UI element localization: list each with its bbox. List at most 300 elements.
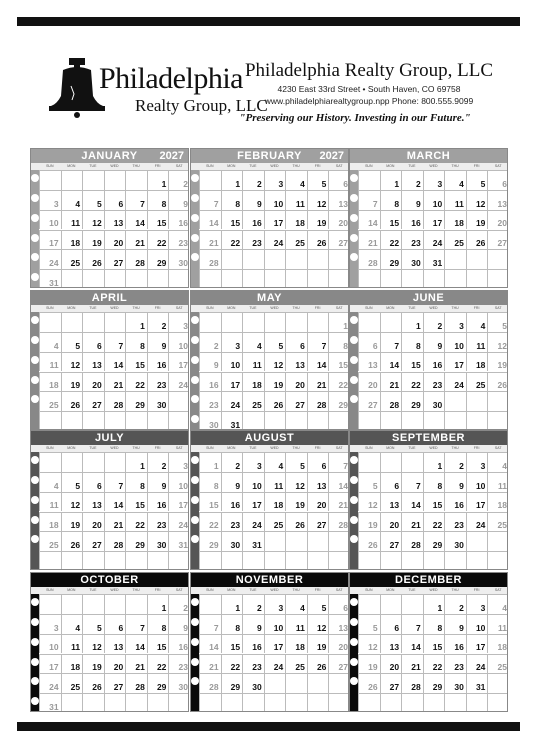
day-cell	[168, 372, 189, 392]
weekday-label: THU	[132, 588, 140, 592]
week-marker	[31, 376, 39, 384]
day-cell	[199, 372, 221, 392]
day-cell	[487, 352, 508, 372]
day-cell	[444, 673, 466, 693]
day-number: 15	[338, 360, 348, 371]
day-cell	[125, 492, 147, 512]
day-cell	[61, 614, 83, 634]
day-number: 29	[209, 540, 219, 551]
day-cell	[221, 230, 243, 250]
day-cell	[199, 210, 221, 230]
day-cell	[125, 472, 147, 492]
day-cell	[285, 654, 307, 674]
day-cell	[466, 693, 488, 712]
day-cell	[444, 614, 466, 634]
day-number: 7	[213, 622, 219, 633]
day-number: 25	[49, 400, 59, 411]
day-cell	[199, 332, 221, 352]
day-cell	[285, 269, 307, 288]
day-cell	[104, 372, 126, 392]
day-cell	[307, 654, 329, 674]
day-cell	[285, 512, 307, 532]
month-name: DECEMBER	[395, 574, 462, 586]
day-number: 24	[475, 520, 486, 531]
day-cell	[61, 391, 83, 411]
day-cell	[221, 312, 243, 332]
day-cell	[401, 654, 423, 674]
day-cell	[221, 391, 243, 411]
day-cell	[61, 594, 83, 614]
weekday-label: THU	[451, 588, 459, 592]
day-number: 3	[235, 340, 241, 351]
day-cell	[358, 190, 380, 210]
day-number: 27	[316, 520, 327, 531]
day-number: 1	[343, 320, 348, 331]
week-marker	[31, 618, 39, 626]
day-cell	[380, 170, 402, 190]
day-cell	[401, 614, 423, 634]
weekday-label: MON	[67, 164, 76, 168]
week-marker	[191, 316, 199, 324]
weekday-label: WED	[110, 164, 119, 168]
weekday-header	[31, 587, 188, 594]
day-cell	[125, 654, 147, 674]
day-cell	[380, 332, 402, 352]
day-number: 29	[156, 682, 167, 693]
day-cell	[444, 411, 466, 430]
day-number: 26	[273, 400, 284, 411]
day-number: 8	[437, 480, 443, 491]
day-cell	[199, 249, 221, 269]
week-marker	[191, 516, 199, 524]
day-number: 17	[178, 500, 188, 511]
day-cell	[221, 673, 243, 693]
day-number: 8	[343, 340, 348, 351]
day-cell	[358, 634, 380, 654]
day-number: 25	[70, 258, 81, 269]
day-cell	[466, 269, 488, 288]
day-cell	[444, 312, 466, 332]
day-cell	[199, 654, 221, 674]
day-cell	[199, 230, 221, 250]
day-number: 18	[252, 380, 262, 391]
day-number: 5	[480, 178, 486, 189]
day-cell	[401, 512, 423, 532]
day-number: 29	[230, 682, 241, 693]
day-number: 24	[273, 238, 284, 249]
day-number: 2	[459, 602, 464, 613]
day-cell	[487, 190, 508, 210]
day-cell	[466, 452, 488, 472]
day-cell	[423, 352, 445, 372]
day-cell	[487, 230, 508, 250]
day-number: 6	[96, 340, 102, 351]
day-number: 25	[49, 540, 59, 551]
day-number: 3	[183, 320, 188, 331]
day-number: 4	[53, 480, 59, 491]
day-cell	[39, 352, 61, 372]
day-number: 21	[389, 380, 400, 391]
day-cell	[358, 411, 380, 430]
day-number: 17	[475, 642, 486, 653]
day-cell	[82, 492, 104, 512]
day-number: 9	[235, 480, 241, 491]
day-cell	[82, 170, 104, 190]
day-cell	[444, 531, 466, 551]
month-december	[349, 572, 508, 712]
day-cell	[199, 170, 221, 190]
day-cell	[487, 492, 508, 512]
day-number: 18	[497, 642, 507, 653]
week-marker	[191, 174, 199, 182]
day-cell	[466, 654, 488, 674]
day-cell	[358, 391, 380, 411]
day-cell	[147, 352, 169, 372]
day-cell	[307, 230, 329, 250]
day-cell	[380, 190, 402, 210]
weekday-label: WED	[429, 446, 438, 450]
day-cell	[125, 551, 147, 570]
day-number: 22	[209, 520, 219, 531]
week-marker	[191, 456, 199, 464]
day-cell	[242, 210, 264, 230]
week-marker	[31, 356, 39, 364]
day-cell	[380, 654, 402, 674]
day-number: 26	[295, 520, 305, 531]
week-marker	[191, 658, 199, 666]
day-number: 14	[316, 360, 327, 371]
day-number: 6	[321, 460, 327, 471]
day-number: 4	[278, 460, 284, 471]
day-number: 26	[92, 258, 102, 269]
day-cell	[401, 411, 423, 430]
month-title	[191, 291, 348, 305]
day-cell	[307, 452, 329, 472]
month-august	[190, 430, 349, 570]
day-cell	[401, 634, 423, 654]
day-number: 2	[183, 602, 188, 613]
weekday-label: THU	[292, 164, 300, 168]
weekday-label: TUE	[249, 446, 257, 450]
week-marker	[350, 336, 358, 344]
day-cell	[307, 411, 329, 430]
day-number: 5	[300, 460, 305, 471]
day-number: 2	[256, 602, 262, 613]
day-number: 1	[140, 460, 145, 471]
day-cell	[487, 332, 508, 352]
weekday-label: SUN	[46, 446, 54, 450]
day-number: 16	[454, 642, 464, 653]
day-cell	[328, 332, 349, 352]
day-number: 18	[295, 218, 305, 229]
day-number: 6	[394, 480, 400, 491]
day-number: 22	[156, 662, 167, 673]
day-number: 5	[321, 602, 327, 613]
day-cell	[61, 551, 83, 570]
logo-wordmark: Philadelphia	[99, 62, 243, 95]
day-cell	[358, 210, 380, 230]
day-cell	[264, 512, 286, 532]
weekday-label: SUN	[206, 588, 214, 592]
day-cell	[242, 170, 264, 190]
day-number: 6	[96, 480, 102, 491]
weekday-label: THU	[451, 446, 459, 450]
day-cell	[401, 312, 423, 332]
day-cell	[466, 170, 488, 190]
company-address: 4230 East 33rd Street • South Haven, CO 69758	[277, 84, 461, 94]
day-cell	[487, 472, 508, 492]
day-number: 22	[230, 662, 241, 673]
day-cell	[61, 512, 83, 532]
weekday-label: SUN	[365, 164, 373, 168]
day-number: 26	[475, 238, 486, 249]
day-cell	[168, 594, 189, 614]
day-number: 13	[389, 642, 400, 653]
day-cell	[147, 170, 169, 190]
day-number: 20	[389, 520, 400, 531]
weekday-header	[31, 305, 188, 312]
day-number: 17	[475, 500, 486, 511]
day-number: 22	[432, 662, 443, 673]
day-number: 28	[113, 400, 124, 411]
day-cell	[307, 210, 329, 230]
day-cell	[487, 170, 508, 190]
week-marker	[31, 658, 39, 666]
weekday-label: MON	[386, 446, 395, 450]
weekday-label: THU	[451, 306, 459, 310]
month-name: JANUARY	[81, 150, 138, 162]
day-cell	[61, 634, 83, 654]
day-cell	[199, 472, 221, 492]
day-cell	[221, 634, 243, 654]
day-number: 24	[49, 682, 59, 693]
weekday-header	[31, 163, 188, 170]
weekday-label: MON	[386, 588, 395, 592]
day-number: 19	[368, 520, 378, 531]
day-cell	[264, 411, 286, 430]
day-cell	[466, 190, 488, 210]
day-cell	[285, 472, 307, 492]
day-cell	[307, 472, 329, 492]
day-number: 14	[389, 360, 400, 371]
day-cell	[307, 551, 329, 570]
weekday-label: MON	[67, 306, 76, 310]
day-number: 31	[475, 682, 486, 693]
day-cell	[147, 472, 169, 492]
month-name: NOVEMBER	[235, 574, 304, 586]
day-cell	[285, 492, 307, 512]
day-number: 24	[49, 258, 59, 269]
day-number: 13	[497, 198, 507, 209]
day-cell	[147, 654, 169, 674]
day-number: 11	[49, 360, 59, 371]
day-number: 25	[454, 238, 464, 249]
day-cell	[147, 531, 169, 551]
day-number: 20	[368, 380, 378, 391]
day-cell	[82, 654, 104, 674]
day-number: 1	[140, 320, 145, 331]
day-cell	[39, 269, 61, 288]
day-cell	[104, 210, 126, 230]
day-cell	[242, 372, 264, 392]
month-march	[349, 148, 508, 288]
day-cell	[242, 269, 264, 288]
day-number: 1	[437, 602, 443, 613]
day-number: 30	[230, 540, 241, 551]
day-cell	[39, 170, 61, 190]
month-title	[191, 573, 348, 587]
day-cell	[444, 594, 466, 614]
weekday-label: MON	[386, 164, 395, 168]
day-cell	[168, 210, 189, 230]
day-cell	[444, 230, 466, 250]
day-cell	[39, 614, 61, 634]
day-cell	[104, 654, 126, 674]
day-cell	[221, 332, 243, 352]
day-cell	[380, 230, 402, 250]
day-cell	[221, 210, 243, 230]
day-cell	[328, 249, 349, 269]
day-cell	[39, 531, 61, 551]
day-number: 25	[252, 400, 262, 411]
day-number: 31	[230, 419, 241, 430]
day-number: 12	[70, 360, 81, 371]
day-number: 27	[92, 400, 102, 411]
weekday-label: TUE	[249, 164, 257, 168]
day-number: 27	[338, 662, 348, 673]
day-cell	[423, 190, 445, 210]
day-cell	[125, 170, 147, 190]
day-number: 14	[113, 500, 124, 511]
day-cell	[199, 411, 221, 430]
day-number: 27	[389, 682, 400, 693]
week-number-band	[350, 312, 358, 429]
day-cell	[487, 391, 508, 411]
day-number: 14	[135, 642, 145, 653]
day-cell	[82, 332, 104, 352]
day-number: 23	[454, 520, 464, 531]
day-cell	[61, 654, 83, 674]
day-cell	[104, 634, 126, 654]
day-cell	[147, 614, 169, 634]
day-cell	[444, 352, 466, 372]
day-number: 17	[49, 238, 59, 249]
day-number: 16	[178, 218, 188, 229]
day-cell	[168, 551, 189, 570]
week-number-band	[31, 452, 39, 569]
day-number: 25	[70, 682, 81, 693]
day-cell	[242, 614, 264, 634]
weekday-label: SAT	[494, 164, 502, 168]
day-number: 5	[372, 622, 378, 633]
day-number: 4	[502, 602, 507, 613]
day-number: 16	[411, 218, 421, 229]
day-number: 30	[156, 400, 167, 411]
day-number: 2	[235, 460, 241, 471]
day-cell	[104, 190, 126, 210]
day-cell	[444, 372, 466, 392]
day-cell	[125, 634, 147, 654]
day-cell	[444, 492, 466, 512]
weekday-label: FRI	[473, 446, 480, 450]
day-cell	[285, 551, 307, 570]
day-cell	[466, 614, 488, 634]
month-name: OCTOBER	[80, 574, 139, 586]
day-cell	[328, 190, 349, 210]
day-number: 13	[113, 218, 124, 229]
day-cell	[82, 512, 104, 532]
day-cell	[147, 512, 169, 532]
day-cell	[423, 594, 445, 614]
day-cell	[264, 391, 286, 411]
day-cell	[285, 634, 307, 654]
week-marker	[191, 618, 199, 626]
day-cell	[242, 594, 264, 614]
company-tagline: "Preserving our History. Investing in our Future."	[239, 112, 471, 124]
day-cell	[147, 269, 169, 288]
day-number: 8	[235, 198, 241, 209]
day-cell	[358, 452, 380, 472]
day-cell	[487, 693, 508, 712]
day-number: 5	[75, 340, 81, 351]
day-cell	[401, 693, 423, 712]
day-cell	[380, 352, 402, 372]
weekday-label: SAT	[335, 164, 343, 168]
day-cell	[380, 312, 402, 332]
day-number: 6	[343, 602, 348, 613]
day-cell	[199, 634, 221, 654]
day-number: 16	[432, 360, 443, 371]
day-cell	[380, 551, 402, 570]
day-number: 28	[411, 682, 421, 693]
day-cell	[307, 170, 329, 190]
day-cell	[423, 634, 445, 654]
day-cell	[285, 249, 307, 269]
day-number: 24	[454, 380, 464, 391]
day-cell	[168, 312, 189, 332]
day-number: 28	[209, 682, 219, 693]
day-cell	[168, 634, 189, 654]
day-number: 10	[230, 360, 241, 371]
day-cell	[466, 230, 488, 250]
day-number: 29	[432, 540, 443, 551]
week-marker	[31, 336, 39, 344]
day-cell	[444, 170, 466, 190]
day-cell	[104, 472, 126, 492]
day-number: 28	[368, 258, 378, 269]
day-cell	[242, 249, 264, 269]
day-cell	[39, 332, 61, 352]
day-cell	[125, 230, 147, 250]
day-cell	[264, 190, 286, 210]
day-cell	[328, 452, 349, 472]
day-cell	[285, 452, 307, 472]
day-cell	[221, 452, 243, 472]
day-number: 30	[252, 682, 262, 693]
day-number: 13	[92, 500, 102, 511]
day-number: 10	[252, 480, 262, 491]
day-number: 7	[372, 198, 378, 209]
weekday-label: SAT	[175, 588, 183, 592]
day-number: 17	[454, 360, 464, 371]
day-cell	[168, 352, 189, 372]
weekday-label: FRI	[154, 446, 161, 450]
day-cell	[199, 693, 221, 712]
day-cell	[125, 391, 147, 411]
day-cell	[168, 472, 189, 492]
top-hanging-bar	[17, 17, 520, 26]
day-number: 29	[338, 400, 348, 411]
